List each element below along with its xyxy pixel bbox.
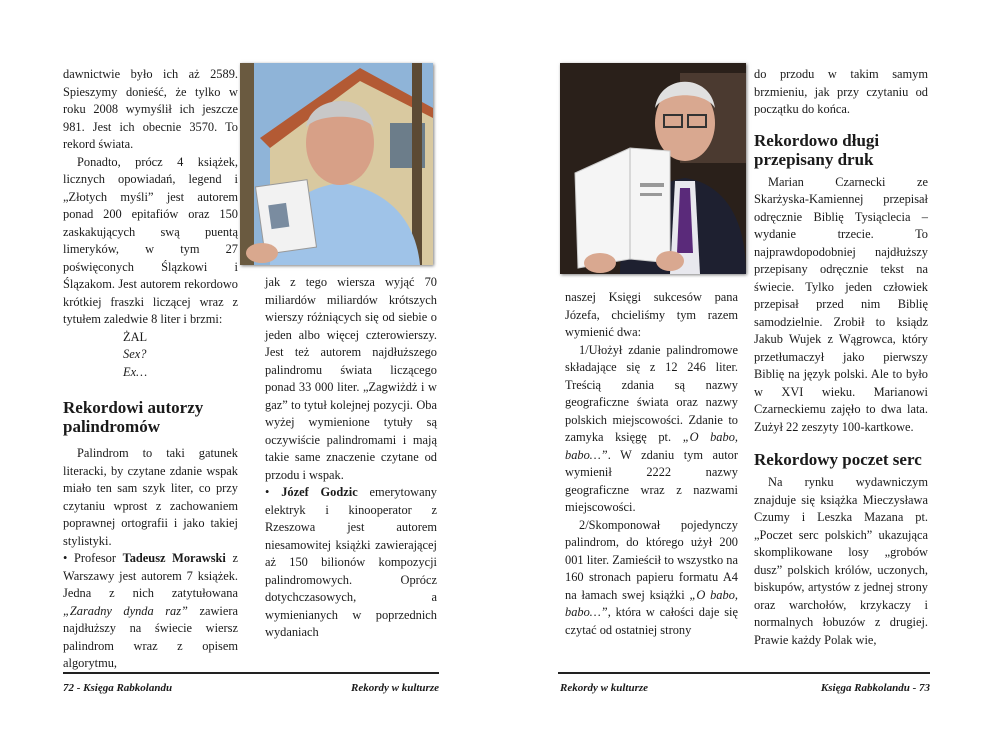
person-name: Tadeusz Morawski xyxy=(122,551,226,565)
text: . W zdaniu tym autor wymienił 2222 nazwy geograficzne wraz z nazwami miejscowości. xyxy=(565,447,738,514)
poem-line: Ex… xyxy=(123,364,148,379)
book-title: „Zaradny dynda raz” xyxy=(63,603,188,618)
text: emerytowany elektryk i kinooperator z Rzeszowa jest autorem niesamowitej książki zawierającej aż 150 bilionów kompozycji palindromowych. Oprócz dotychczasowych, a wymienianych w poprzednich wydaniach xyxy=(265,485,437,639)
paragraph: Ponadto, prócz 4 książek, licznych opowiadań, legend i „Złotych myśli” jest autorem ponad 200 epitafiów oraz 150 zaskakujących swą puentą limeryków, w tym 27 poświęconych Ślązkowi i Ślązakom. Jest autorem rekordowo krótkiej fraszki liczącej wraz z tytułem zaledwie 8 liter i brzmi: xyxy=(63,154,238,326)
text: z Warszawy jest autorem 7 książek. Jedna z nich zatytułowana xyxy=(63,551,238,600)
bullet-paragraph xyxy=(63,550,238,673)
paragraph: naszej Księgi sukcesów pana Józefa, chcieliśmy tym razem wymienić dwa: xyxy=(565,290,738,339)
paragraph: jak z tego wiersza wyjąć 70 miliardów miliardów krótszych wierszy różniących się od siebie o jeden albo więcej czterowierszy. Jest też autorem najdłuższego palindromu świata liczącego ponad 33 000 liter. „Zagwiżdż i w gaz” to tytuł kolejnej pozycji. Oba wyżej wymienione tytuły są oczywiście palindromami i mają takie same znaczenie czytane od przodu i wspak. xyxy=(265,275,437,482)
text: , która w całości daje się czytać od ostatniej strony xyxy=(565,605,738,637)
paragraph: Na rynku wydawniczym znajduje się książka Mieczysława Czumy i Leszka Mazana pt. „Poczet serc polskich” ukazująca skomplikowane losy „grobów dusz” polskich królów, uczonych, biskupów, artystów z jednej strony oraz warchołów, krzykaczy i normalnych łobuzów z drugiej. Prawie każdy Polak wie, xyxy=(754,475,928,647)
section-heading: Rekordowy poczet serc xyxy=(754,450,922,469)
poem-line: Sex? xyxy=(123,347,147,361)
text: zawiera najdłuższy na świecie wiersz palindrom wraz z opisem algorytmu, xyxy=(63,603,238,670)
section-heading: Rekordowi autorzy palindromów xyxy=(63,398,204,436)
book-title: „O babo, babo…” xyxy=(565,587,738,619)
left-column-1 xyxy=(63,66,238,673)
paragraph: Palindrom to taki gatunek literacki, by czytane zdanie wspak miało ten sam szyk liter, co przy czytaniu wprost z zachowaniem poprawnej ortografii i jako takiej stylistyki. xyxy=(63,446,238,548)
book-title: „O babo, babo…” xyxy=(565,430,738,462)
right-column-1 xyxy=(565,289,738,639)
footer-rule-right xyxy=(558,672,930,674)
paragraph xyxy=(565,517,738,640)
paragraph xyxy=(565,342,738,517)
person-name: Józef Godzic xyxy=(281,485,358,499)
footer-section-label: Rekordy w kulturze xyxy=(350,682,439,694)
photo-image xyxy=(560,63,746,274)
photo-man-holding-book xyxy=(560,63,746,274)
footer-page-label: 72 - Księga Rabkolandu xyxy=(63,682,173,694)
footer-rule-left xyxy=(63,672,439,674)
right-column-2 xyxy=(754,66,928,649)
left-column-2 xyxy=(265,274,437,642)
section-heading: Rekordowo długi przepisany druk xyxy=(754,130,880,169)
poem xyxy=(63,329,238,382)
photo-man-holding-card xyxy=(240,63,433,265)
paragraph: Marian Czarnecki ze Skarżyska-Kamiennej przepisał odręcznie Biblię Tysiąclecia – wydanie trzecie. To najprawdopodobniej najdłuższy przepisany odręcznie tekst na świecie. Tylko jeden człowiek przepisał przed nim Biblię samodzielnie. Zrobił to ksiądz Jakub Wujek z Wągrowca, który przetłumaczył jako pierwszy Biblię na język polski. Ale to było w XVI wieku. Marianowi Czarneckiemu zajęło to dwa lata. Zużył 22 zeszyty 100-kartkowe. xyxy=(754,174,928,434)
bullet-paragraph xyxy=(265,484,437,642)
poem-title: ŻAL xyxy=(123,329,148,344)
footer-page-label: Księga Rabkolandu - 73 xyxy=(820,682,930,694)
paragraph: dawnictwie było ich aż 2589. Spieszymy donieść, że tylko w roku 2008 wymyślił ich jeszcze 981. Jest ich obecnie 3570. To rekord świata. xyxy=(63,67,238,151)
bullet-prefix: • Profesor xyxy=(63,551,123,565)
text: 2/Skomponował pojedynczy palindrom, do którego użył 200 001 liter. Zamieścił to wszystko na 160 stronach papieru formatu A4 na łamach swej książki xyxy=(565,517,738,602)
paragraph: do przodu w takim samym brzmieniu, jak przy czytaniu od początku do końca. xyxy=(754,67,928,116)
photo-image xyxy=(240,63,433,265)
bullet-prefix: • xyxy=(265,485,282,499)
footer-section-label: Rekordy w kulturze xyxy=(560,682,649,694)
text: 1/Ułożył zdanie palindromowe składające się z 12 246 liter. Treścią zdania są nazwy geograficzne świata oraz nazwy polskich miejscowości. Zdanie to zamyka księgę pt. xyxy=(565,342,738,444)
